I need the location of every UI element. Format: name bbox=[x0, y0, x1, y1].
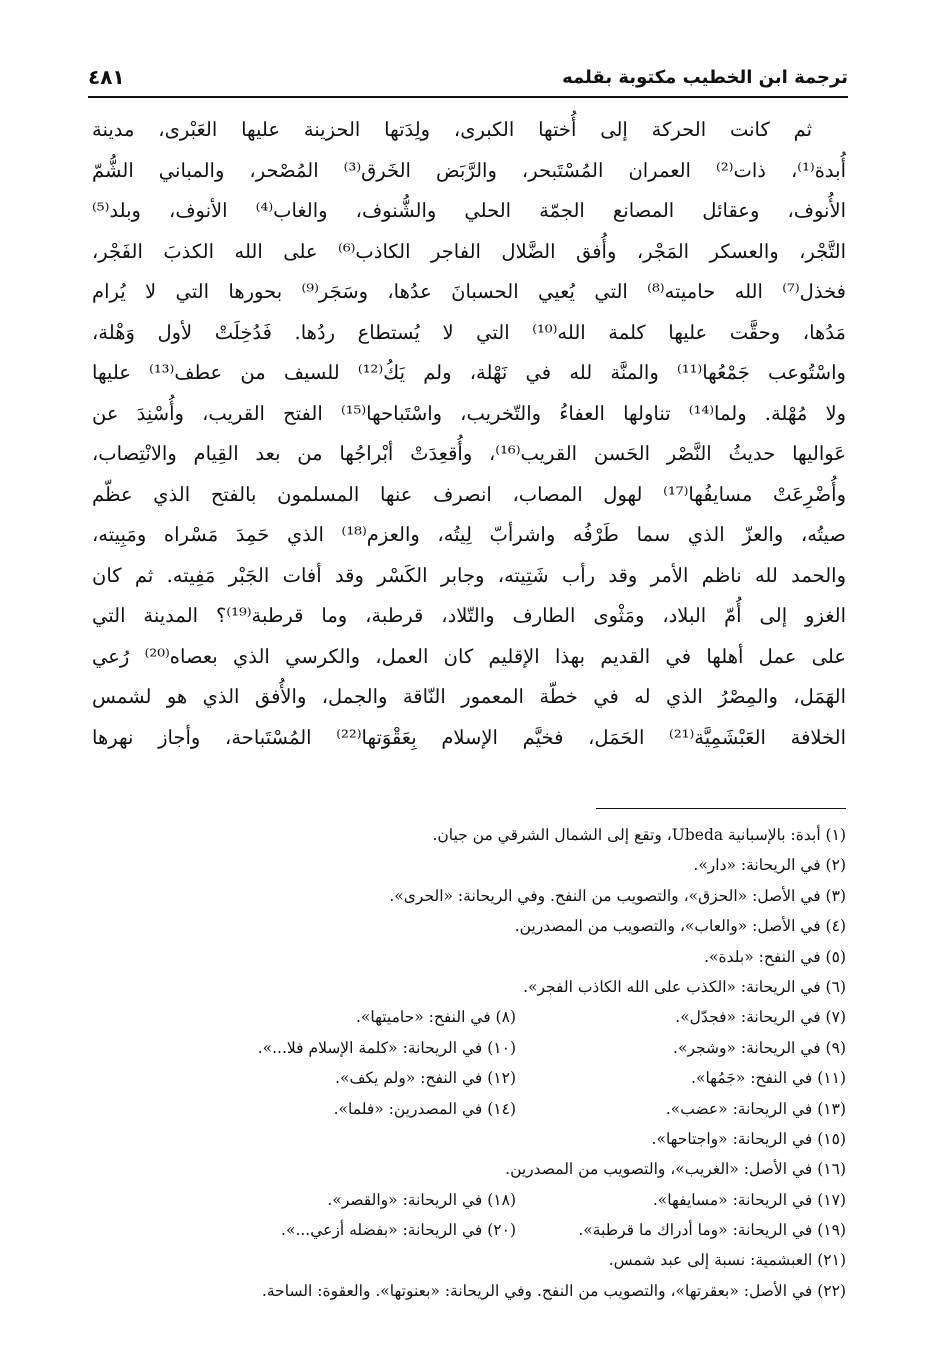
text-line: أُبدة⁽¹⁾، ذات⁽²⁾ العمران المُسْتَبحر، والرَّبَض الخَرق⁽³⁾ المُصْحر، والمباني الشُّمّ bbox=[92, 158, 846, 182]
footnote: (٩) في الريحانة: «وشجر». bbox=[673, 1038, 846, 1057]
footnotes bbox=[92, 820, 846, 1306]
text-line: الغزو إلى أُمّ البلاد، ومَثْوى الطارف والتّلاد، قرطبة، وما قرطبة⁽¹⁹⁾؟ المدينة التي bbox=[92, 604, 846, 627]
footnote: (٢١) العبشمية: نسبة إلى عبد شمس. bbox=[608, 1251, 846, 1270]
footnote: (٧) في الريحانة: «فجدّل». bbox=[675, 1008, 846, 1027]
footnote: (١) أبدة: بالإسبانية Ubeda، وتقع إلى الشمال الشرقي من جيان. bbox=[432, 826, 846, 844]
text-line: على عمل أهلها في القديم بهذا الإقليم كان العمل، والكرسي الذي بعصاه⁽²⁰⁾ رُعي bbox=[92, 644, 846, 668]
text-line: عَواليها حديثُ النَّصْر الحَسن القريب⁽¹⁶⁾، وأُقعِدَتْ أبْراجُها من بعد القِيام والانْتِصاب، bbox=[92, 442, 846, 465]
page-number: ٤٨١ bbox=[88, 65, 125, 89]
footnote-row bbox=[92, 1154, 846, 1184]
footnote: (٨) في النفح: «حاميتها». bbox=[355, 1008, 516, 1027]
footnote-row bbox=[92, 1185, 846, 1215]
text-line: وأُضْرِعَتْ مسايفُها⁽¹⁷⁾ لهول المصاب، انصرف عنها المسلمون بالفتح الذي عظّم bbox=[92, 482, 846, 506]
page-header bbox=[88, 58, 848, 96]
header-rule bbox=[88, 96, 848, 98]
footnote-row bbox=[92, 1094, 846, 1124]
footnote: (١٣) في الريحانة: «عضب». bbox=[665, 1099, 846, 1118]
footnote-row bbox=[92, 881, 846, 911]
text-line: ثم كانت الحركة إلى أُختها الكبرى، ولِدَتها الحزينة عليها العَبْرى، مدينة bbox=[92, 118, 812, 141]
footnote: (٥) في النفح: «بلدة». bbox=[704, 947, 846, 966]
footnote: (١٤) في المصدرين: «فلما». bbox=[333, 1099, 516, 1118]
footnote: (١٠) في الريحانة: «كلمة الإسلام فلا...». bbox=[257, 1038, 516, 1057]
footnote: (١٩) في الريحانة: «وما أدراك ما قرطبة». bbox=[578, 1221, 846, 1240]
footnote: (١١) في النفح: «جَمُها». bbox=[691, 1069, 846, 1088]
footnote: (٤) في الأصل: «والعاب»، والتصويب من المصدرين. bbox=[514, 917, 846, 936]
main-text bbox=[92, 110, 846, 758]
footnote: (٦) في الريحانة: «الكذب على الله الكاذب الفجر». bbox=[523, 977, 846, 996]
footnote: (١٦) في الأصل: «الغريب»، والتصويب من المصدرين. bbox=[505, 1160, 846, 1179]
footnote-row bbox=[92, 1245, 846, 1275]
text-line: واسْتُوعب جَمْعُها⁽¹¹⁾ والمنَّة لله في نَهْلة، ولم يَكُ⁽¹²⁾ للسيف من عطف⁽¹³⁾ عليها bbox=[92, 361, 846, 384]
footnote: (٢٢) في الأصل: «بعقرتها»، والتصويب من النفح. وفي الريحانة: «بعنوتها». والعقوة: الساحة. bbox=[261, 1281, 846, 1300]
footnote: (١٥) في الريحانة: «واجتاحها». bbox=[651, 1129, 846, 1148]
footnote-row bbox=[92, 911, 846, 941]
footnote: (٢٠) في الريحانة: «بفضله أزعي...». bbox=[281, 1221, 516, 1240]
footnote-row bbox=[92, 972, 846, 1002]
text-line: الخلافة العَبْشَمِيَّة⁽²¹⁾ الحَمَل، فخيَّم الإسلام بِعَقْوَتها⁽²²⁾ المُسْتَباحة، وأجاز نهرها bbox=[92, 725, 846, 749]
text-line: الأُنوف، وعقائل المصانع الجمّة الحلي والشُّنوف، والغاب⁽⁴⁾ الأنوف، وبلد⁽⁵⁾ bbox=[92, 199, 846, 222]
footnote: (٣) في الأصل: «الحزق»، والتصويب من النفح. وفي الريحانة: «الحرى». bbox=[389, 886, 846, 905]
footnote-row bbox=[92, 1276, 846, 1306]
footnote-row bbox=[92, 850, 846, 880]
text-line: ولا مُهْلة. ولما⁽¹⁴⁾ تناولها العفاءُ والتّخريب، واسْتَباحها⁽¹⁵⁾ الفتح القريب، وأُسْنِدَ عن bbox=[92, 401, 846, 425]
text-line: التَّجْر، والعسكر المَجْر، وأُفق الضَّلال الفاجر الكاذب⁽⁶⁾ على الله الكذبَ الفَجْر، bbox=[92, 239, 846, 263]
footnote-row bbox=[92, 820, 846, 850]
text-line: صيتُه، والعزّ الذي سما طَرْفُه واشرأبّ لِيتُه، والعزم⁽¹⁸⁾ الذي حَمِدَ مَسْراه ومَبِيته، bbox=[92, 523, 846, 546]
footnote: (١٨) في الريحانة: «والقصر». bbox=[327, 1190, 516, 1209]
footnote: (٢) في الريحانة: «دار». bbox=[693, 856, 846, 875]
footnote-row bbox=[92, 1002, 846, 1032]
footnote: (١٢) في النفح: «ولم يكف». bbox=[335, 1069, 516, 1088]
footnote-row bbox=[92, 942, 846, 972]
text-line: الهَمَل، والمِصْرُ الذي له في خطّة المعمور النّاقة والجمل، والأُفق الذي هو لشمس bbox=[92, 685, 846, 708]
footnote-row bbox=[92, 1063, 846, 1093]
footnote-row bbox=[92, 1033, 846, 1063]
text-line: والحمد لله ناظم الأمر وقد رأب شَتِيته، وجابر الكَسْر وقد أفات الجَبْر مَفِيته. ثم كان bbox=[92, 563, 846, 587]
text-line: فخذل⁽⁷⁾ الله حاميته⁽⁸⁾ التي يُعيي الحسبانَ عدُها، وسَجَر⁽⁹⁾ بحورها التي لا يُرام bbox=[92, 280, 846, 303]
text-line: مَدُها، وحقَّت عليها كلمة الله⁽¹⁰⁾ التي لا يُستطاع ردُها. فَدُخِلَتْ لأول وَهْلة، bbox=[92, 320, 846, 344]
footnote-row bbox=[92, 1215, 846, 1245]
footnote-row bbox=[92, 1124, 846, 1154]
footnote-separator bbox=[596, 808, 846, 809]
footnote: (١٧) في الريحانة: «مسايفها». bbox=[652, 1190, 846, 1209]
running-title: ترجمة ابن الخطيب مكتوبة بقلمه bbox=[562, 66, 848, 88]
